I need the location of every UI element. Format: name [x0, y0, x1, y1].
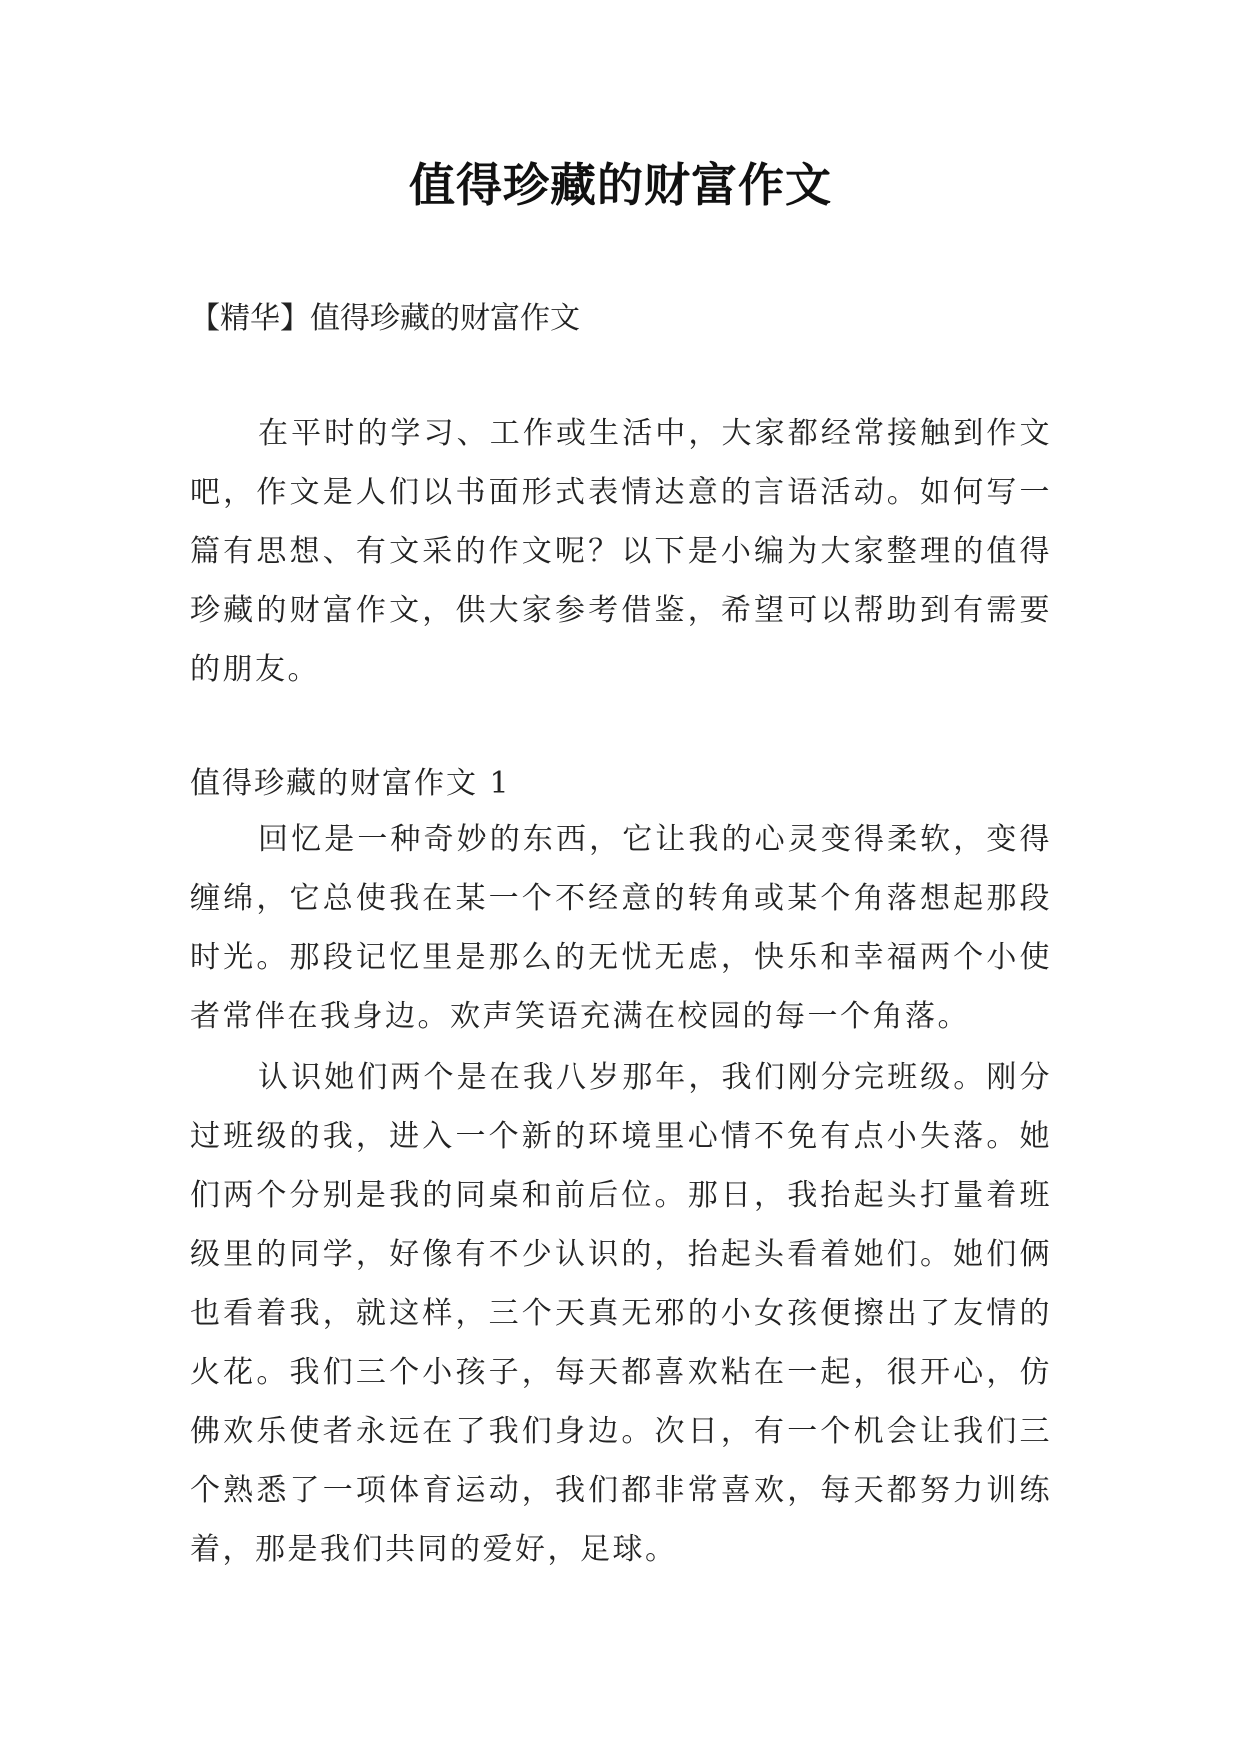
- intro-paragraph: 在平时的学习、工作或生活中，大家都经常接触到作文吧，作文是人们以书面形式表情达意的言语活动。如何写一篇有思想、有文采的作文呢？以下是小编为大家整理的值得珍藏的财富作文，供大家参考借鉴，希望可以帮助到有需要的朋友。: [190, 416, 1052, 687]
- body-paragraph-1: 回忆是一种奇妙的东西，它让我的心灵变得柔软，变得缠绵，它总使我在某一个不经意的转角或某个角落想起那段时光。那段记忆里是那么的无忧无虑，快乐和幸福两个小使者常伴在我身边。欢声笑语充满在校园的每一个角落。: [190, 822, 1052, 1034]
- document-title: 值得珍藏的财富作文: [409, 158, 832, 212]
- section-heading: 值得珍藏的财富作文 1: [190, 766, 511, 801]
- body-paragraph-2: 认识她们两个是在我八岁那年，我们刚分完班级。刚分过班级的我，进入一个新的环境里心情不免有点小失落。她们两个分别是我的同桌和前后位。那日，我抬起头打量着班级里的同学，好像有不少认识的，抬起头看着她们。她们俩也看着我，就这样，三个天真无邪的小女孩便擦出了友情的火花。我们三个小孩子，每天都喜欢粘在一起，很开心，仿佛欢乐使者永远在了我们身边。次日，有一个机会让我们三个熟悉了一项体育运动，我们都非常喜欢，每天都努力训练着，那是我们共同的爱好，足球。: [190, 1060, 1052, 1567]
- document-subtitle: 【精华】值得珍藏的财富作文: [190, 301, 580, 336]
